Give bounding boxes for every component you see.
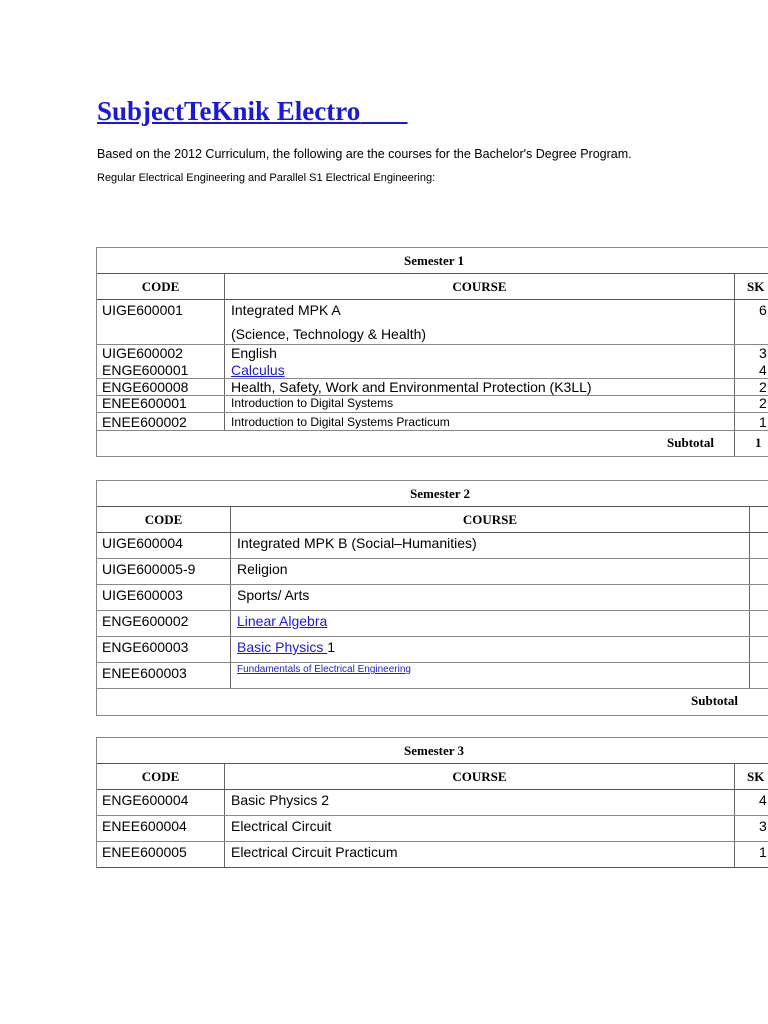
subtotal-value: 1 bbox=[734, 431, 768, 456]
header-course: COURSE bbox=[230, 507, 749, 532]
header-sks: SK bbox=[734, 764, 768, 789]
course-name bbox=[230, 611, 749, 636]
course-name bbox=[224, 362, 734, 378]
course-name: Basic Physics 2 bbox=[224, 790, 734, 815]
table-row bbox=[97, 842, 768, 868]
course-name: Introduction to Digital Systems bbox=[224, 396, 734, 412]
course-name bbox=[230, 637, 749, 662]
table-row bbox=[97, 559, 768, 585]
semester-3-header-row bbox=[97, 764, 768, 790]
course-code: ENGE600003 bbox=[102, 639, 189, 655]
course-name bbox=[224, 300, 734, 344]
subtotal-value bbox=[749, 689, 768, 715]
course-sks bbox=[749, 559, 768, 584]
course-sks bbox=[749, 637, 768, 662]
course-sks: 2 bbox=[734, 379, 768, 395]
header-code: CODE bbox=[141, 279, 180, 294]
table-row bbox=[97, 585, 768, 611]
course-sks: 6 bbox=[734, 300, 768, 344]
course-name: Introduction to Digital Systems Practicum bbox=[224, 413, 734, 430]
course-sks: 1 bbox=[734, 842, 768, 867]
semester-2-title: Semester 2 bbox=[97, 481, 768, 507]
table-row bbox=[97, 345, 768, 362]
semester-1-title: Semester 1 bbox=[97, 248, 768, 274]
table-row bbox=[97, 816, 768, 842]
course-code: ENEE600005 bbox=[102, 844, 187, 860]
course-sks bbox=[749, 585, 768, 610]
course-code: UIGE600003 bbox=[102, 587, 183, 603]
course-code: ENEE600003 bbox=[102, 665, 187, 681]
table-row bbox=[97, 396, 768, 413]
course-sks: 2 bbox=[734, 396, 768, 412]
course-code: ENGE600008 bbox=[102, 379, 189, 395]
semester-1-header-row bbox=[97, 274, 768, 300]
subtotal-row bbox=[97, 689, 768, 716]
course-name: English bbox=[224, 345, 734, 362]
course-code: ENGE600001 bbox=[102, 362, 189, 378]
course-code: UIGE600001 bbox=[102, 302, 183, 318]
course-code: ENEE600002 bbox=[102, 414, 187, 430]
semester-2-header-row bbox=[97, 507, 768, 533]
course-name-line1: Integrated MPK A bbox=[231, 302, 341, 318]
course-code: ENGE600004 bbox=[102, 792, 189, 808]
semester-2-table bbox=[96, 480, 768, 716]
intro-text: Based on the 2012 Curriculum, the following are the courses for the Bachelor's Degree Program. bbox=[97, 147, 632, 161]
intro-subtext: Regular Electrical Engineering and Parallel S1 Electrical Engineering: bbox=[97, 172, 436, 184]
table-row bbox=[97, 611, 768, 637]
course-name: Integrated MPK B (Social–Humanities) bbox=[230, 533, 749, 558]
header-code: CODE bbox=[141, 769, 180, 784]
subtotal-label: Subtotal bbox=[667, 435, 714, 450]
table-row bbox=[97, 663, 768, 689]
course-name: Sports/ Arts bbox=[230, 585, 749, 610]
page-title[interactable]: SubjectTeKnik Electro bbox=[97, 96, 361, 126]
course-sks bbox=[749, 663, 768, 688]
header-course: COURSE bbox=[224, 764, 734, 789]
subtotal-label: Subtotal bbox=[691, 693, 738, 708]
course-name: Electrical Circuit Practicum bbox=[224, 842, 734, 867]
course-code: ENGE600002 bbox=[102, 613, 189, 629]
semester-3-table bbox=[96, 737, 768, 868]
course-sks bbox=[749, 611, 768, 636]
linear-algebra-link[interactable]: Linear Algebra bbox=[237, 613, 328, 629]
header-sks: SK bbox=[734, 274, 768, 299]
table-row bbox=[97, 362, 768, 379]
subtotal-row bbox=[97, 431, 768, 457]
course-sks bbox=[749, 533, 768, 558]
table-row bbox=[97, 790, 768, 816]
calculus-link[interactable]: Calculus bbox=[231, 362, 285, 378]
table-row bbox=[97, 379, 768, 396]
course-name-suffix: 1 bbox=[327, 639, 336, 655]
header-code: CODE bbox=[144, 512, 183, 527]
course-sks: 3 bbox=[734, 816, 768, 841]
fundamentals-ee-link[interactable]: Fundamentals of Electrical Engineering bbox=[237, 664, 411, 675]
course-sks: 4 bbox=[734, 362, 768, 378]
course-name-line2: (Science, Technology & Health) bbox=[231, 326, 427, 342]
table-row bbox=[97, 300, 768, 345]
course-code: ENEE600001 bbox=[102, 395, 187, 411]
basic-physics-link[interactable]: Basic Physics bbox=[237, 639, 328, 655]
course-sks: 3 bbox=[734, 345, 768, 362]
course-name bbox=[230, 663, 749, 688]
course-name: Health, Safety, Work and Environmental Protection (K3LL) bbox=[224, 379, 734, 395]
table-row bbox=[97, 637, 768, 663]
course-sks: 4 bbox=[734, 790, 768, 815]
semester-3-title: Semester 3 bbox=[97, 738, 768, 764]
semester-1-table bbox=[96, 247, 768, 457]
header-sks bbox=[749, 507, 768, 532]
table-row bbox=[97, 533, 768, 559]
course-sks: 1 bbox=[734, 413, 768, 430]
course-name: Religion bbox=[230, 559, 749, 584]
course-code: UIGE600002 bbox=[102, 345, 183, 361]
course-code: UIGE600005-9 bbox=[102, 561, 196, 577]
header-course: COURSE bbox=[224, 274, 734, 299]
course-name: Electrical Circuit bbox=[224, 816, 734, 841]
course-code: UIGE600004 bbox=[102, 535, 183, 551]
table-row bbox=[97, 413, 768, 431]
course-code: ENEE600004 bbox=[102, 818, 187, 834]
